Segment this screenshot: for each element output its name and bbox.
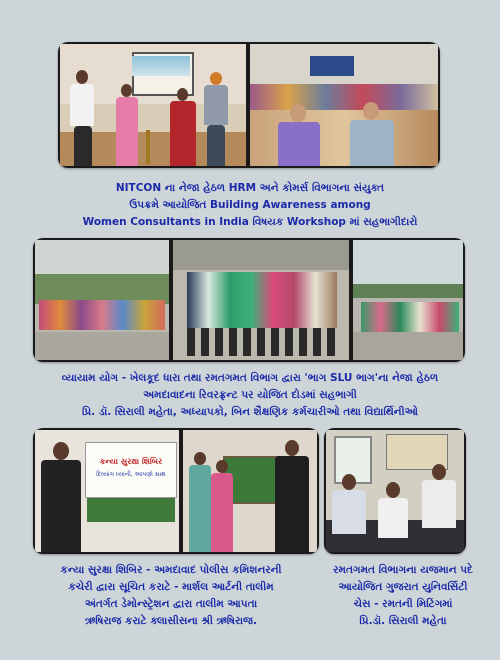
banner-title: કન્યા સુરક્ષા શિબિર	[99, 457, 163, 466]
caption-line: ઉપક્રમે આયોજિત Building Awareness among	[129, 199, 371, 211]
caption-line: અમદાવાદના રિવરફ્રન્ટ પર યોજિત દોડમાં સહભાગી	[143, 389, 357, 401]
caption-line: કચેરી દ્વારા સૂચિત કરાટે - માર્શલ આર્ટની તાલીમ	[68, 581, 274, 593]
riverfront-run-photo-group	[33, 238, 465, 362]
caption-line: વ્યાયામ યોગ - ખેલકૂદ ધારા તથા રમતગમત વિભાગ દ્વારા 'ભાગ SLU ભાગ'ના નેજા હેઠળ	[61, 372, 439, 384]
karate-training-caption	[18, 562, 324, 630]
workshop-photo-group	[58, 42, 440, 168]
caption-line: પ્રિ.ડૉ. સિરાલી મહેતા	[359, 615, 447, 627]
run-crowd-photo-left	[35, 240, 169, 360]
banner-subtitle: દિવ્યાંગ ધ્યાની, આપણો સાથ	[96, 471, 166, 478]
caption-line: NITCON ના નેજા હેઠળ HRM અને કોમર્સ વિભાગના સંયુક્ત	[115, 182, 385, 194]
caption-line: અંતર્ગત ડેમોન્સ્ટ્રેશન દ્વારા તાલીમ આપતા	[84, 598, 258, 610]
caption-line: ઋષિરાજ કરાટે ક્લાસીસના શ્રી ઋષિરાજ.	[85, 615, 257, 627]
karate-demo-photo	[183, 430, 317, 552]
karate-training-photo-group	[33, 428, 319, 554]
run-group-photo-center	[173, 240, 349, 360]
audience-photo	[250, 44, 438, 166]
workshop-caption	[20, 180, 480, 231]
riverfront-run-caption	[10, 370, 490, 421]
karate-instructor-photo	[35, 430, 179, 552]
caption-line: Women Consultants in India વિષયક Workshop માં સહભાગીદારો	[82, 216, 418, 228]
caption-line: કન્યા સુરક્ષા શિબિર - અમદાવાદ પોલીસ કમિશનરની	[60, 564, 282, 576]
caption-line: પ્રિ. ડૉ. સિરાલી મહેતા, અધ્યાપકો, બિન શૈક્ષણિક કર્મચારીઓ તથા વિદ્યાર્થિનીઓ	[81, 406, 418, 418]
caption-line: આયોજિત ગુજરાત યુનિવર્સિટી	[338, 581, 468, 593]
run-crowd-photo-right	[353, 240, 463, 360]
chess-meeting-photo-group	[324, 428, 466, 554]
lamp-lighting-photo	[60, 44, 246, 166]
event-banner	[85, 442, 177, 498]
caption-line: ચેસ - રમતની મિટિંગમાં	[353, 598, 453, 610]
caption-line: રમતગમત વિભાગના યજમાન પદે	[333, 564, 473, 576]
chess-meeting-caption	[318, 562, 488, 630]
chess-meeting-photo	[326, 430, 464, 552]
